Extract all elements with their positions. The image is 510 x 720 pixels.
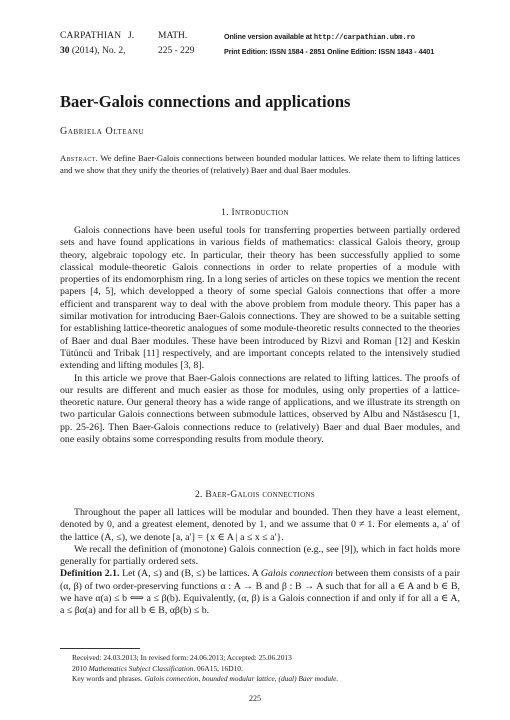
footnotes — [72, 653, 338, 685]
sec2-paragraph-1: Throughout the paper all lattices will be modular and bounded. Then they have a least element, denoted by 0, and a greatest element, denoted by 1, and we assume that 0 ≠ 1. For elements a, a′ of the lattice (A, ≤), we denote [a, a′] = {x ∈ A | a ≤ x ≤ a′}. — [60, 507, 460, 543]
online-version: Online version available at http://carpathian.ubm.ro — [224, 32, 416, 42]
definition-2-1: Definition 2.1. Let (A, ≤) and (B, ≤) be lattices. A Galois connection between them consists of a pair (α, β) of two order-preserving functions α : A → B and β : B → A such that for all a ∈ A and b ∈ B, we have α(a) ≤ b ⟺ a ≤ β(b). Equivalently, (α, β) is a Galois connection if and only if for all a ∈ A, a ≤ βα(a) and for all b ∈ B, αβ(b) ≤ b. — [60, 568, 460, 617]
abstract — [60, 152, 460, 176]
footnote-rule — [60, 648, 140, 649]
author-name: Gabriela Olteanu — [60, 126, 145, 137]
abstract-text: We define Baer-Galois connections between bounded modular lattices. We relate them to lifting lattices and we show that they unify the theories of (relatively) Baer and dual Baer modules. — [60, 153, 460, 175]
section2-body — [60, 507, 460, 618]
section-heading-introduction: 1. Introduction — [221, 208, 289, 218]
introduction-body — [60, 225, 460, 446]
intro-paragraph-2: In this article we prove that Baer-Galois connections are related to lifting lattices. The proofs of our results are different and much easier as those for modules, using only properties of a lattice-theoretic nature. Our general theory has a wide range of applications, and we illustrate its strength on two particular Galois connections between submodule lattices, observed by Albu and Năstăsescu [1, pp. 25-26]. Then Baer-Galois connections reduce to (relatively) Baer and dual Baer modules, and one easily obtains some corresponding results from module theory. — [60, 372, 460, 446]
paper-title: Baer-Galois connections and applications — [60, 92, 351, 111]
journal-header — [60, 30, 434, 58]
issn-line: Print Edition: ISSN 1584 - 2851 Online Edition: ISSN 1843 - 4401 — [224, 47, 435, 56]
journal-math: MATH. — [158, 31, 188, 41]
page-number: 225 — [249, 694, 261, 703]
keywords: Key words and phrases. Galois connection, bounded modular lattice, (dual) Baer module. — [72, 674, 339, 683]
journal-j: J. — [128, 31, 135, 41]
abstract-label: Abstract. — [60, 153, 99, 163]
section-heading-baer-galois: 2. Baer-Galois connections — [194, 490, 316, 500]
journal-name: CARPATHIAN — [60, 31, 122, 41]
volume-issue: 30 (2014), No. 2, — [60, 46, 126, 56]
intro-paragraph-1: Galois connections have been useful tools for transferring properties between partially ordered sets and have found applications in various fields of mathematics: classical Galois theory, group theory, algebraic topology etc. In particular, their theory has been successfully applied to some classical module-theoretic Galois connections in order to relate properties of a module with properties of its endomorphism ring. In a long series of articles on these topics we mention the recent papers [4, 5], which developped a theory of some special Galois connections that offer a more efficient and transparent way to deal with the above problem from module theory. This paper has a similar motivation for introducing Baer-Galois connections. They are showed to be a suitable setting for establishing lattice-theoretic analogues of some module-theoretic results connected to the theories of Baer and dual Baer modules. These have been introduced by Rizvi and Roman [12] and Keskin Tütüncü and Tribak [11] respectively, and are important concepts related to the intensively studied extending and lifting modules [3, 8]. — [60, 225, 460, 372]
sec2-paragraph-2: We recall the definition of (monotone) Galois connection (e.g., see [9]), which in fact holds more generally for partially ordered sets. — [60, 543, 460, 568]
received-dates: Received: 24.03.2013; In revised form: 24.06.2013; Accepted: 25.06.2013 — [72, 653, 292, 662]
page-range: 225 - 229 — [158, 46, 195, 56]
msc-classification: 2010 Mathematics Subject Classification. 06A15, 16D10. — [72, 663, 243, 673]
